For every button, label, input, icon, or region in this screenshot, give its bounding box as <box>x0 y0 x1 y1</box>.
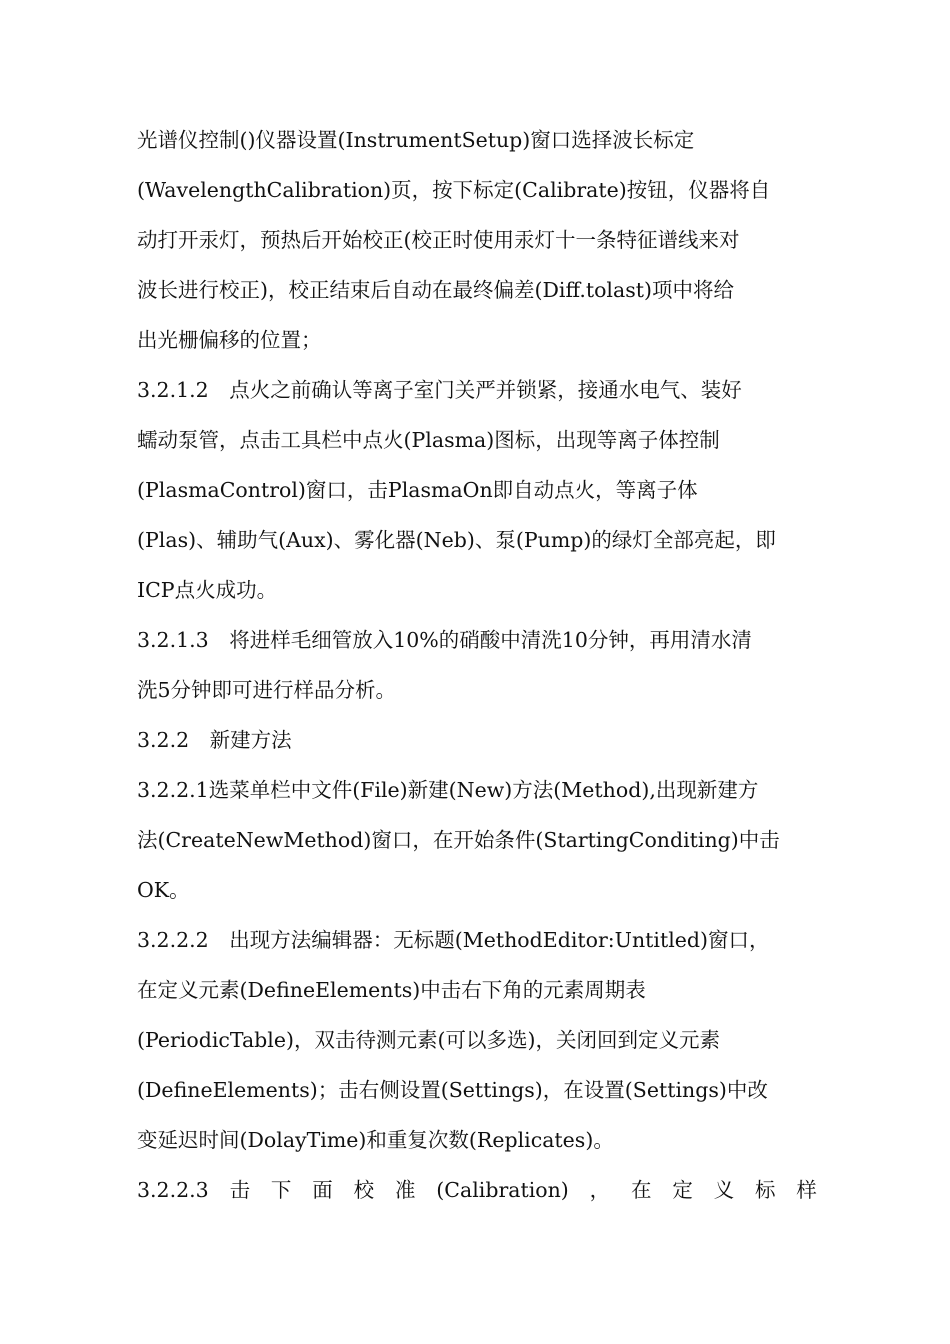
text-line: 在定义元素(DefineElements)中击右下角的元素周期表 <box>137 978 646 1002</box>
text-token: 3.2.2.3 <box>137 1178 209 1202</box>
text-line: 出光栅偏移的位置； <box>137 328 322 352</box>
text-line: OK。 <box>137 878 190 902</box>
text-token: 标 <box>755 1178 776 1202</box>
text-line: 蠕动泵管，点击工具栏中点火(Plasma)图标，出现等离子体控制 <box>137 428 720 452</box>
text-token: 校 <box>353 1178 375 1202</box>
section-heading-3-2-2: 3.2.2 新建方法 <box>137 728 292 752</box>
text-token: 定 <box>672 1178 693 1202</box>
text-token: 面 <box>312 1178 333 1202</box>
text-token: ， <box>589 1178 611 1202</box>
text-line: 波长进行校正)，校正结束后自动在最终偏差(Diff.tolast)项中将给 <box>137 278 734 302</box>
section-heading-3-2-2-2: 3.2.2.2 出现方法编辑器：无标题(MethodEditor:Untitled)窗口， <box>137 928 770 952</box>
section-heading-3-2-2-3 <box>137 1176 817 1204</box>
text-line: 洗5分钟即可进行样品分析。 <box>137 678 397 702</box>
text-token: 下 <box>270 1178 292 1202</box>
text-line: ICP点火成功。 <box>137 578 278 602</box>
text-line: 光谱仪控制()仪器设置(InstrumentSetup)窗口选择波长标定 <box>137 128 695 152</box>
text-token: 样 <box>796 1178 817 1202</box>
text-line: (WavelengthCalibration)页，按下标定(Calibrate)按钮，仪器将自 <box>137 178 771 202</box>
text-token: 击 <box>229 1178 251 1202</box>
text-token: 在 <box>630 1178 652 1202</box>
text-line: 法(CreateNewMethod)窗口，在开始条件(StartingConditing)中击 <box>137 828 780 852</box>
text-line: (Plas)、辅助气(Aux)、雾化器(Neb)、泵(Pump)的绿灯全部亮起，即 <box>137 528 776 552</box>
text-line: (PeriodicTable)，双击待测元素(可以多选)，关闭回到定义元素 <box>137 1028 720 1052</box>
text-line: 动打开汞灯，预热后开始校正(校正时使用汞灯十一条特征谱线来对 <box>137 228 740 252</box>
text-line: (PlasmaControl)窗口，击PlasmaOn即自动点火，等离子体 <box>137 478 698 502</box>
text-token: 义 <box>713 1178 735 1202</box>
text-line: 变延迟时间(DolayTime)和重复次数(Replicates)。 <box>137 1128 614 1152</box>
section-heading-3-2-2-1: 3.2.2.1选菜单栏中文件(File)新建(New)方法(Method),出现新建方 <box>137 778 759 802</box>
text-token: 准 <box>394 1178 416 1202</box>
section-heading-3-2-1-3: 3.2.1.3 将进样毛细管放入10%的硝酸中清洗10分钟，再用清水清 <box>137 628 752 652</box>
text-line: (DefineElements)；击右侧设置(Settings)，在设置(Settings)中改 <box>137 1078 768 1102</box>
section-heading-3-2-1-2: 3.2.1.2 点火之前确认等离子室门关严并锁紧，接通水电气、装好 <box>137 378 742 402</box>
text-token: (Calibration) <box>436 1178 569 1202</box>
